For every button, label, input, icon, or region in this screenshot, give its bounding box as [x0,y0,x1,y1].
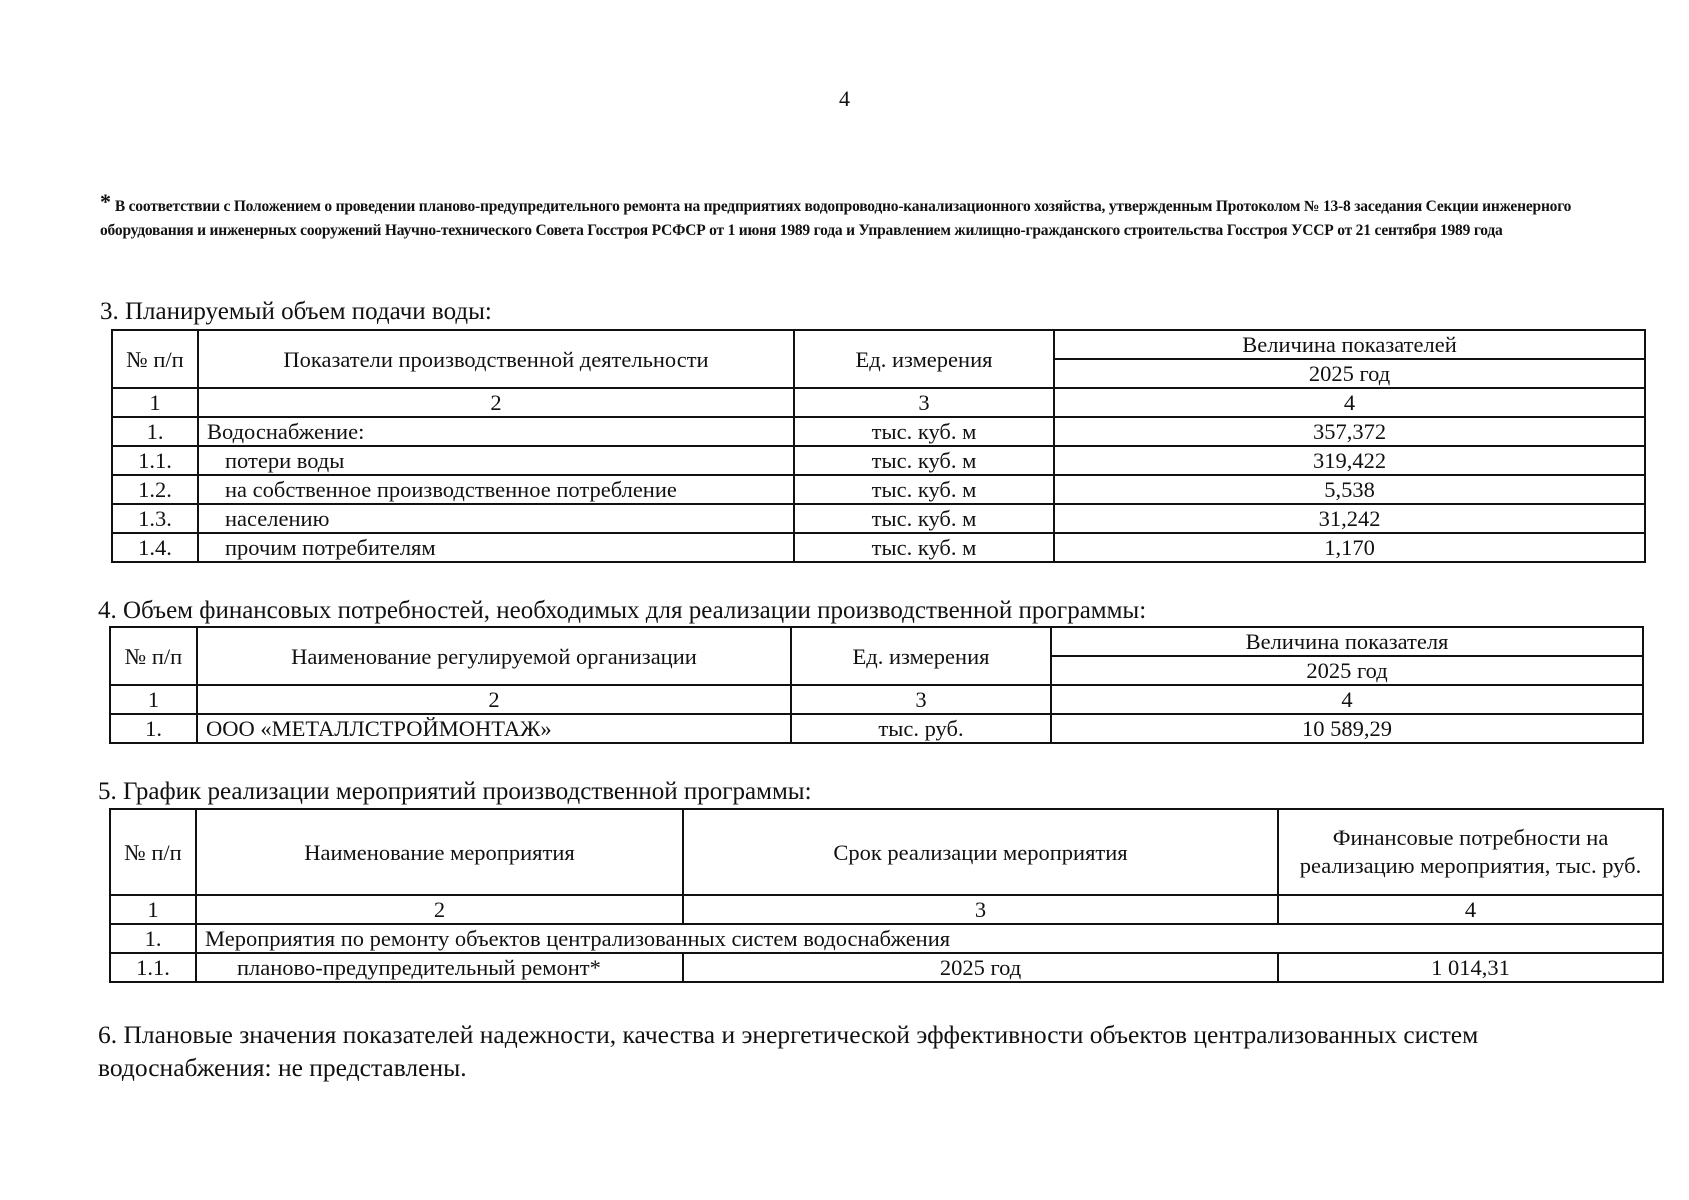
row-name: потери воды [198,446,794,475]
group-row [110,924,1663,953]
row-name: ООО «МЕТАЛЛСТРОЙМОНТАЖ» [197,714,791,743]
section-5-title: 5. График реализации мероприятий производственной программы: [98,778,812,805]
col-number: 2 [198,388,794,417]
row-value: 31,242 [1054,504,1645,533]
row-term: 2025 год [683,953,1278,982]
footnote [100,190,1648,243]
row-unit: тыс. куб. м [794,504,1054,533]
row-num: 1.3. [112,504,198,533]
row-value: 357,372 [1054,417,1645,446]
col-number: 3 [791,685,1051,714]
row-num: 1.1. [112,446,198,475]
table-row [112,504,1645,533]
col-number: 2 [196,895,683,924]
th-org: Наименование регулируемой организации [197,627,791,685]
table-row [112,417,1645,446]
row-num: 1.2. [112,475,198,504]
row-num: 1.1. [110,953,196,982]
section-3-title: 3. Планируемый объем подачи воды: [100,298,492,325]
section-6-text: 6. Плановые значения показателей надежности, качества и энергетической эффективности объектов централизованных систем водоснабжения: не представлены. [98,1020,1479,1082]
th-term: Срок реализации мероприятия [683,809,1278,895]
water-supply-table [111,329,1646,563]
th-indicator: Показатели производственной деятельности [198,330,794,388]
row-name: Водоснабжение: [198,417,794,446]
col-number: 1 [110,895,196,924]
row-value: 10 589,29 [1051,714,1643,743]
col-number: 2 [197,685,791,714]
row-num: 1. [110,924,196,953]
th-event: Наименование мероприятия [196,809,683,895]
table-row [112,475,1645,504]
th-num: № п/п [112,330,198,388]
col-number: 4 [1051,685,1643,714]
th-year: 2025 год [1051,656,1643,685]
th-num: № п/п [110,809,196,895]
column-numbers-row [110,895,1663,924]
row-unit: тыс. руб. [791,714,1051,743]
th-unit: Ед. измерения [794,330,1054,388]
page-number: 4 [839,86,850,111]
row-unit: тыс. куб. м [794,533,1054,562]
row-value: 1,170 [1054,533,1645,562]
row-value: 5,538 [1054,475,1645,504]
table-row [112,446,1645,475]
row-name: прочим потребителям [198,533,794,562]
column-numbers-row [112,388,1645,417]
th-year: 2025 год [1054,359,1645,388]
row-value: 319,422 [1054,446,1645,475]
col-number: 4 [1054,388,1645,417]
th-num: № п/п [110,627,197,685]
col-number: 3 [683,895,1278,924]
row-name: планово-предупредительный ремонт* [196,953,683,982]
group-name: Мероприятия по ремонту объектов централизованных систем водоснабжения [196,924,1663,953]
row-unit: тыс. куб. м [794,446,1054,475]
footnote-text: В соответствии с Положением о проведении планово-предупредительного ремонта на предприятиях водопроводно-канализационного хозяйства, утвержденным Протоколом № 13-8 заседания Секции инженерного оборудования и инженерных сооружений Научно-технического Совета Госстроя РСФСР от 1 июня 1989 года и Управлением жилищно-гражданского строительства Госстроя УССР от 21 сентября 1989 года [100,198,1572,239]
col-number: 1 [110,685,197,714]
section-4-title: 4. Объем финансовых потребностей, необходимых для реализации производственной программы: [98,597,1147,624]
col-number: 3 [794,388,1054,417]
row-num: 1. [110,714,197,743]
th-unit: Ед. измерения [791,627,1051,685]
table-row [110,714,1643,743]
footnote-star: * [100,189,111,214]
row-name: населению [198,504,794,533]
table-row [110,953,1663,982]
th-value: Величина показателей [1054,330,1645,359]
schedule-table [109,808,1664,983]
column-numbers-row [110,685,1643,714]
row-num: 1.4. [112,533,198,562]
finance-needs-table [109,626,1644,744]
row-finance: 1 014,31 [1278,953,1663,982]
row-name: на собственное производственное потребление [198,475,794,504]
row-unit: тыс. куб. м [794,417,1054,446]
row-num: 1. [112,417,198,446]
col-number: 1 [112,388,198,417]
th-finance: Финансовые потребности на реализацию мероприятия, тыс. руб. [1278,809,1663,895]
table-row [112,533,1645,562]
col-number: 4 [1278,895,1663,924]
row-unit: тыс. куб. м [794,475,1054,504]
th-value: Величина показателя [1051,627,1643,656]
